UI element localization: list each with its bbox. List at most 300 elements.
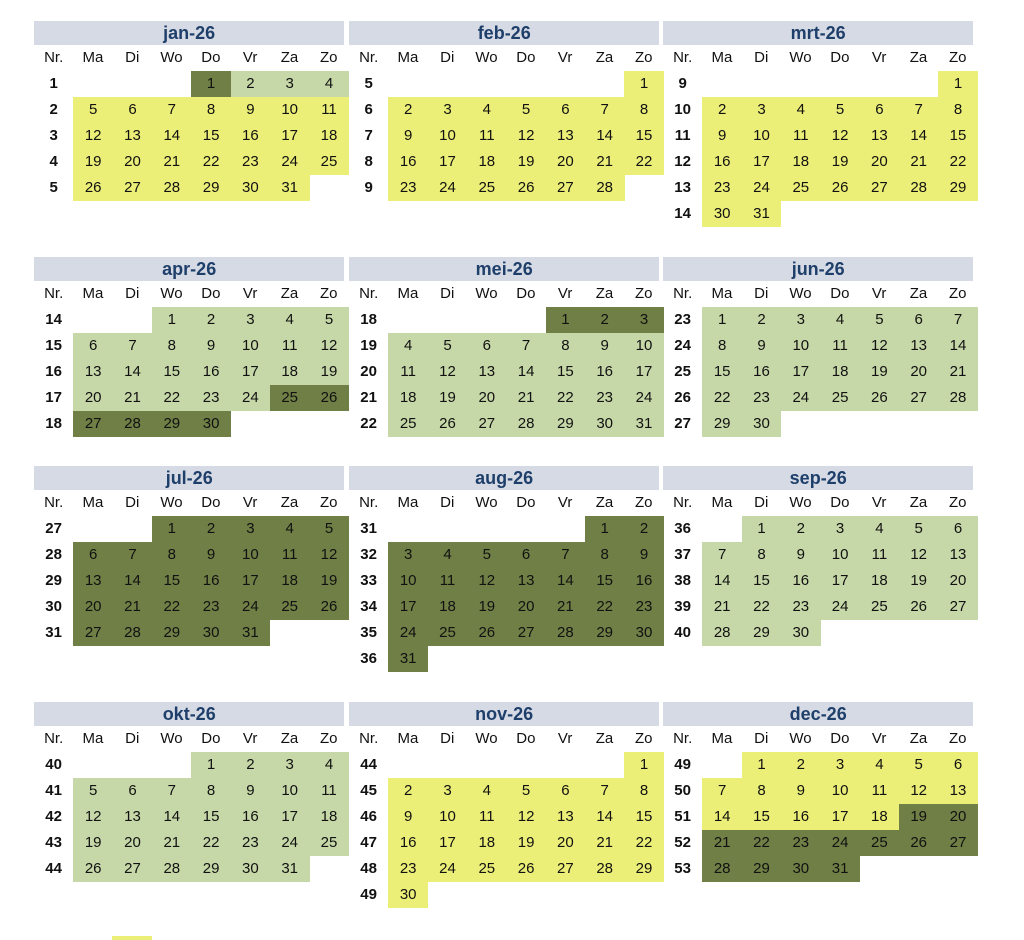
weekday-label: Zo	[948, 49, 967, 66]
day-cell: 4	[467, 97, 507, 123]
week-number: 18	[360, 311, 377, 328]
day-cell: 18	[781, 149, 821, 175]
day-cell: 25	[270, 385, 310, 411]
day-cell: 1	[546, 307, 586, 333]
day-cell: 17	[428, 149, 468, 175]
day-cell: 9	[388, 123, 428, 149]
day-cell: 13	[113, 123, 153, 149]
week-number: 49	[674, 756, 691, 773]
month-title: nov-26	[349, 702, 659, 726]
day-cell: 6	[938, 516, 978, 542]
month-title: mei-26	[349, 257, 659, 281]
day-cell: 11	[428, 568, 468, 594]
day-cell: 11	[270, 333, 310, 359]
weekday-label: Wo	[160, 49, 183, 66]
day-cell: 22	[742, 830, 782, 856]
day-cell: 24	[270, 830, 310, 856]
day-cell: 3	[270, 71, 310, 97]
week-number: 44	[360, 756, 377, 773]
week-number: 32	[360, 546, 377, 563]
week-number: 22	[360, 415, 377, 432]
day-cell: 29	[702, 411, 742, 437]
weekday-label: Za	[595, 730, 614, 747]
week-number: 27	[674, 415, 691, 432]
day-cell: 6	[938, 752, 978, 778]
weekday-label: Zo	[319, 494, 338, 511]
day-cell: 3	[820, 752, 860, 778]
day-cell: 9	[742, 333, 782, 359]
day-cell: 7	[702, 778, 742, 804]
day-cell: 26	[506, 175, 546, 201]
weekday-label: Ma	[82, 730, 104, 747]
weekday-label: Di	[125, 49, 140, 66]
week-number: 26	[674, 389, 691, 406]
day-cell: 31	[231, 620, 271, 646]
day-cell: 5	[73, 97, 113, 123]
day-cell: 31	[624, 411, 664, 437]
day-cell: 8	[585, 542, 625, 568]
day-cell: 19	[899, 804, 939, 830]
month-title: mrt-26	[663, 21, 973, 45]
day-cell: 6	[73, 542, 113, 568]
day-cell: 18	[270, 568, 310, 594]
week-number: 29	[45, 572, 62, 589]
day-cell: 2	[191, 516, 231, 542]
day-cell: 23	[231, 149, 271, 175]
day-cell: 30	[231, 175, 271, 201]
day-cell: 3	[820, 516, 860, 542]
week-number: 5	[364, 75, 373, 92]
day-cell: 27	[938, 830, 978, 856]
day-cell: 4	[860, 516, 900, 542]
day-cell: 14	[152, 804, 192, 830]
day-cell: 3	[270, 752, 310, 778]
day-cell: 28	[546, 620, 586, 646]
day-cell: 24	[388, 620, 428, 646]
weekday-label: Do	[201, 285, 221, 302]
day-cell: 9	[231, 778, 271, 804]
day-cell: 30	[742, 411, 782, 437]
day-cell: 8	[742, 542, 782, 568]
day-cell: 26	[309, 594, 349, 620]
day-cell: 6	[506, 542, 546, 568]
weekday-label: Do	[830, 285, 850, 302]
day-cell: 24	[781, 385, 821, 411]
day-cell: 29	[742, 620, 782, 646]
day-cell: 10	[388, 568, 428, 594]
day-cell: 5	[899, 752, 939, 778]
day-cell: 15	[624, 123, 664, 149]
week-number: 40	[45, 756, 62, 773]
day-cell: 7	[938, 307, 978, 333]
day-cell: 26	[467, 620, 507, 646]
weekday-label: Vr	[557, 49, 573, 66]
day-cell: 19	[309, 568, 349, 594]
month-title: jan-26	[34, 21, 344, 45]
weekday-label: Ma	[711, 730, 733, 747]
day-cell: 27	[546, 175, 586, 201]
day-cell: 5	[467, 542, 507, 568]
day-cell: 12	[899, 778, 939, 804]
week-number: 45	[360, 782, 377, 799]
day-cell: 2	[781, 516, 821, 542]
weekday-label: Di	[754, 285, 769, 302]
week-number: 8	[364, 153, 373, 170]
day-cell: 4	[860, 752, 900, 778]
day-cell: 6	[467, 333, 507, 359]
weekday-label: Nr.	[673, 494, 693, 511]
day-cell: 26	[820, 175, 860, 201]
day-cell: 30	[191, 620, 231, 646]
day-cell: 16	[388, 830, 428, 856]
day-cell: 12	[506, 123, 546, 149]
day-cell: 7	[152, 97, 192, 123]
day-cell: 20	[113, 830, 153, 856]
day-cell: 29	[152, 411, 192, 437]
day-cell: 1	[742, 752, 782, 778]
day-cell: 5	[506, 97, 546, 123]
day-cell: 28	[702, 856, 742, 882]
day-cell: 15	[742, 568, 782, 594]
day-cell: 4	[467, 778, 507, 804]
day-cell: 24	[270, 149, 310, 175]
day-cell: 31	[742, 201, 782, 227]
day-cell: 21	[585, 830, 625, 856]
day-cell: 9	[781, 778, 821, 804]
day-cell: 29	[546, 411, 586, 437]
weekday-label: Zo	[319, 730, 338, 747]
weekday-label: Ma	[397, 49, 419, 66]
day-cell: 9	[191, 542, 231, 568]
weekday-label: Ma	[711, 494, 733, 511]
day-cell: 21	[506, 385, 546, 411]
day-cell: 1	[624, 71, 664, 97]
day-cell: 24	[428, 856, 468, 882]
weekday-label: Vr	[242, 49, 258, 66]
day-cell: 24	[231, 594, 271, 620]
day-cell: 19	[428, 385, 468, 411]
weekday-label: Nr.	[44, 494, 64, 511]
day-cell: 15	[624, 804, 664, 830]
week-number: 38	[674, 572, 691, 589]
day-cell: 13	[73, 568, 113, 594]
day-cell: 27	[899, 385, 939, 411]
day-cell: 4	[309, 71, 349, 97]
day-cell: 2	[191, 307, 231, 333]
week-number: 25	[674, 363, 691, 380]
day-cell: 15	[585, 568, 625, 594]
day-cell: 28	[506, 411, 546, 437]
day-cell: 7	[113, 333, 153, 359]
weekday-label: Vr	[871, 730, 887, 747]
weekday-label: Zo	[634, 49, 653, 66]
day-cell: 10	[820, 778, 860, 804]
day-cell: 13	[546, 804, 586, 830]
day-cell: 7	[506, 333, 546, 359]
day-cell: 17	[231, 359, 271, 385]
day-cell: 17	[742, 149, 782, 175]
day-cell: 24	[231, 385, 271, 411]
weekday-label: Wo	[789, 494, 812, 511]
month-title: aug-26	[349, 466, 659, 490]
day-cell: 31	[270, 856, 310, 882]
day-cell: 30	[231, 856, 271, 882]
day-cell: 11	[860, 778, 900, 804]
day-cell: 29	[191, 856, 231, 882]
day-cell: 15	[702, 359, 742, 385]
day-cell: 13	[73, 359, 113, 385]
day-cell: 7	[546, 542, 586, 568]
day-cell: 7	[702, 542, 742, 568]
day-cell: 23	[191, 594, 231, 620]
day-cell: 13	[899, 333, 939, 359]
day-cell: 22	[702, 385, 742, 411]
day-cell: 6	[113, 97, 153, 123]
weekday-label: Di	[440, 730, 455, 747]
week-number: 18	[45, 415, 62, 432]
day-cell: 5	[899, 516, 939, 542]
day-cell: 18	[309, 123, 349, 149]
day-cell: 2	[781, 752, 821, 778]
day-cell: 23	[624, 594, 664, 620]
day-cell: 18	[309, 804, 349, 830]
day-cell: 16	[231, 123, 271, 149]
day-cell: 15	[191, 123, 231, 149]
week-number: 46	[360, 808, 377, 825]
day-cell: 8	[191, 778, 231, 804]
week-number: 28	[45, 546, 62, 563]
weekday-label: Di	[440, 285, 455, 302]
day-cell: 8	[191, 97, 231, 123]
day-cell: 9	[624, 542, 664, 568]
day-cell: 19	[506, 149, 546, 175]
day-cell: 28	[702, 620, 742, 646]
day-cell: 11	[309, 778, 349, 804]
day-cell: 3	[781, 307, 821, 333]
day-cell: 18	[467, 149, 507, 175]
day-cell: 12	[820, 123, 860, 149]
day-cell: 25	[467, 856, 507, 882]
day-cell: 7	[113, 542, 153, 568]
day-cell: 5	[506, 778, 546, 804]
day-cell: 12	[506, 804, 546, 830]
day-cell: 3	[428, 778, 468, 804]
day-cell: 18	[428, 594, 468, 620]
week-number: 21	[360, 389, 377, 406]
day-cell: 23	[781, 830, 821, 856]
day-cell: 6	[860, 97, 900, 123]
day-cell: 3	[388, 542, 428, 568]
day-cell: 24	[742, 175, 782, 201]
weekday-label: Nr.	[673, 730, 693, 747]
week-number: 7	[364, 127, 373, 144]
day-cell: 18	[270, 359, 310, 385]
day-cell: 14	[585, 123, 625, 149]
week-number: 16	[45, 363, 62, 380]
day-cell: 20	[113, 149, 153, 175]
week-number: 9	[364, 179, 373, 196]
day-cell: 13	[467, 359, 507, 385]
weekday-label: Vr	[557, 494, 573, 511]
day-cell: 23	[388, 175, 428, 201]
day-cell: 18	[467, 830, 507, 856]
day-cell: 20	[860, 149, 900, 175]
day-cell: 26	[860, 385, 900, 411]
day-cell: 13	[546, 123, 586, 149]
day-cell: 13	[938, 778, 978, 804]
weekday-label: Di	[125, 285, 140, 302]
day-cell: 25	[467, 175, 507, 201]
day-cell: 19	[820, 149, 860, 175]
day-cell: 27	[938, 594, 978, 620]
day-cell: 9	[191, 333, 231, 359]
weekday-label: Za	[909, 494, 928, 511]
day-cell: 21	[546, 594, 586, 620]
day-cell: 29	[152, 620, 192, 646]
weekday-label: Do	[201, 730, 221, 747]
day-cell: 29	[191, 175, 231, 201]
weekday-label: Wo	[475, 730, 498, 747]
day-cell: 14	[506, 359, 546, 385]
day-cell: 9	[781, 542, 821, 568]
weekday-label: Vr	[242, 494, 258, 511]
day-cell: 13	[938, 542, 978, 568]
day-cell: 17	[820, 804, 860, 830]
day-cell: 19	[73, 149, 113, 175]
day-cell: 25	[388, 411, 428, 437]
day-cell: 29	[585, 620, 625, 646]
day-cell: 17	[428, 830, 468, 856]
day-cell: 22	[191, 149, 231, 175]
month-title: jul-26	[34, 466, 344, 490]
day-cell: 10	[231, 542, 271, 568]
week-number: 10	[674, 101, 691, 118]
day-cell: 12	[73, 804, 113, 830]
day-cell: 10	[428, 123, 468, 149]
day-cell: 4	[270, 516, 310, 542]
day-cell: 15	[546, 359, 586, 385]
day-cell: 27	[113, 856, 153, 882]
day-cell: 22	[546, 385, 586, 411]
day-cell: 25	[428, 620, 468, 646]
weekday-label: Vr	[557, 285, 573, 302]
day-cell: 17	[270, 804, 310, 830]
day-cell: 19	[506, 830, 546, 856]
weekday-label: Wo	[789, 730, 812, 747]
day-cell: 22	[191, 830, 231, 856]
weekday-label: Za	[909, 285, 928, 302]
day-cell: 11	[467, 804, 507, 830]
day-cell: 27	[467, 411, 507, 437]
week-number: 39	[674, 598, 691, 615]
day-cell: 10	[428, 804, 468, 830]
day-cell: 5	[309, 516, 349, 542]
day-cell: 28	[152, 175, 192, 201]
day-cell: 10	[231, 333, 271, 359]
week-number: 20	[360, 363, 377, 380]
week-number: 40	[674, 624, 691, 641]
week-number: 35	[360, 624, 377, 641]
day-cell: 15	[742, 804, 782, 830]
day-cell: 30	[781, 856, 821, 882]
month-title: dec-26	[663, 702, 973, 726]
weekday-label: Nr.	[44, 49, 64, 66]
weekday-label: Ma	[82, 494, 104, 511]
day-cell: 20	[73, 385, 113, 411]
day-cell: 26	[73, 856, 113, 882]
day-cell: 4	[309, 752, 349, 778]
weekday-label: Wo	[160, 285, 183, 302]
day-cell: 24	[820, 830, 860, 856]
weekday-label: Ma	[82, 49, 104, 66]
day-cell: 7	[899, 97, 939, 123]
day-cell: 12	[309, 542, 349, 568]
day-cell: 19	[860, 359, 900, 385]
day-cell: 3	[624, 307, 664, 333]
weekday-label: Za	[595, 285, 614, 302]
week-number: 12	[674, 153, 691, 170]
weekday-label: Vr	[871, 494, 887, 511]
weekday-label: Nr.	[44, 285, 64, 302]
day-cell: 25	[860, 830, 900, 856]
day-cell: 4	[820, 307, 860, 333]
day-cell: 10	[820, 542, 860, 568]
day-cell: 23	[231, 830, 271, 856]
day-cell: 14	[113, 568, 153, 594]
day-cell: 24	[624, 385, 664, 411]
day-cell: 20	[546, 149, 586, 175]
week-number: 48	[360, 860, 377, 877]
day-cell: 2	[388, 778, 428, 804]
week-number: 33	[360, 572, 377, 589]
weekday-label: Nr.	[359, 730, 379, 747]
day-cell: 15	[938, 123, 978, 149]
day-cell: 21	[113, 385, 153, 411]
day-cell: 27	[113, 175, 153, 201]
day-cell: 28	[152, 856, 192, 882]
day-cell: 10	[781, 333, 821, 359]
week-number: 31	[45, 624, 62, 641]
month-title: apr-26	[34, 257, 344, 281]
day-cell: 25	[309, 149, 349, 175]
day-cell: 21	[702, 830, 742, 856]
day-cell: 28	[899, 175, 939, 201]
weekday-label: Wo	[160, 494, 183, 511]
weekday-label: Zo	[948, 285, 967, 302]
weekday-label: Za	[280, 494, 299, 511]
week-number: 47	[360, 834, 377, 851]
weekday-label: Do	[201, 494, 221, 511]
weekday-label: Di	[754, 49, 769, 66]
weekday-label: Zo	[319, 285, 338, 302]
week-number: 13	[674, 179, 691, 196]
week-number: 44	[45, 860, 62, 877]
day-cell: 12	[309, 333, 349, 359]
month-title: jun-26	[663, 257, 973, 281]
month-title: feb-26	[349, 21, 659, 45]
day-cell: 8	[624, 778, 664, 804]
week-number: 37	[674, 546, 691, 563]
weekday-label: Wo	[475, 49, 498, 66]
day-cell: 25	[781, 175, 821, 201]
day-cell: 21	[152, 830, 192, 856]
day-cell: 27	[506, 620, 546, 646]
day-cell: 7	[585, 778, 625, 804]
day-cell: 14	[938, 333, 978, 359]
month-title: okt-26	[34, 702, 344, 726]
week-number: 1	[49, 75, 58, 92]
day-cell: 27	[546, 856, 586, 882]
